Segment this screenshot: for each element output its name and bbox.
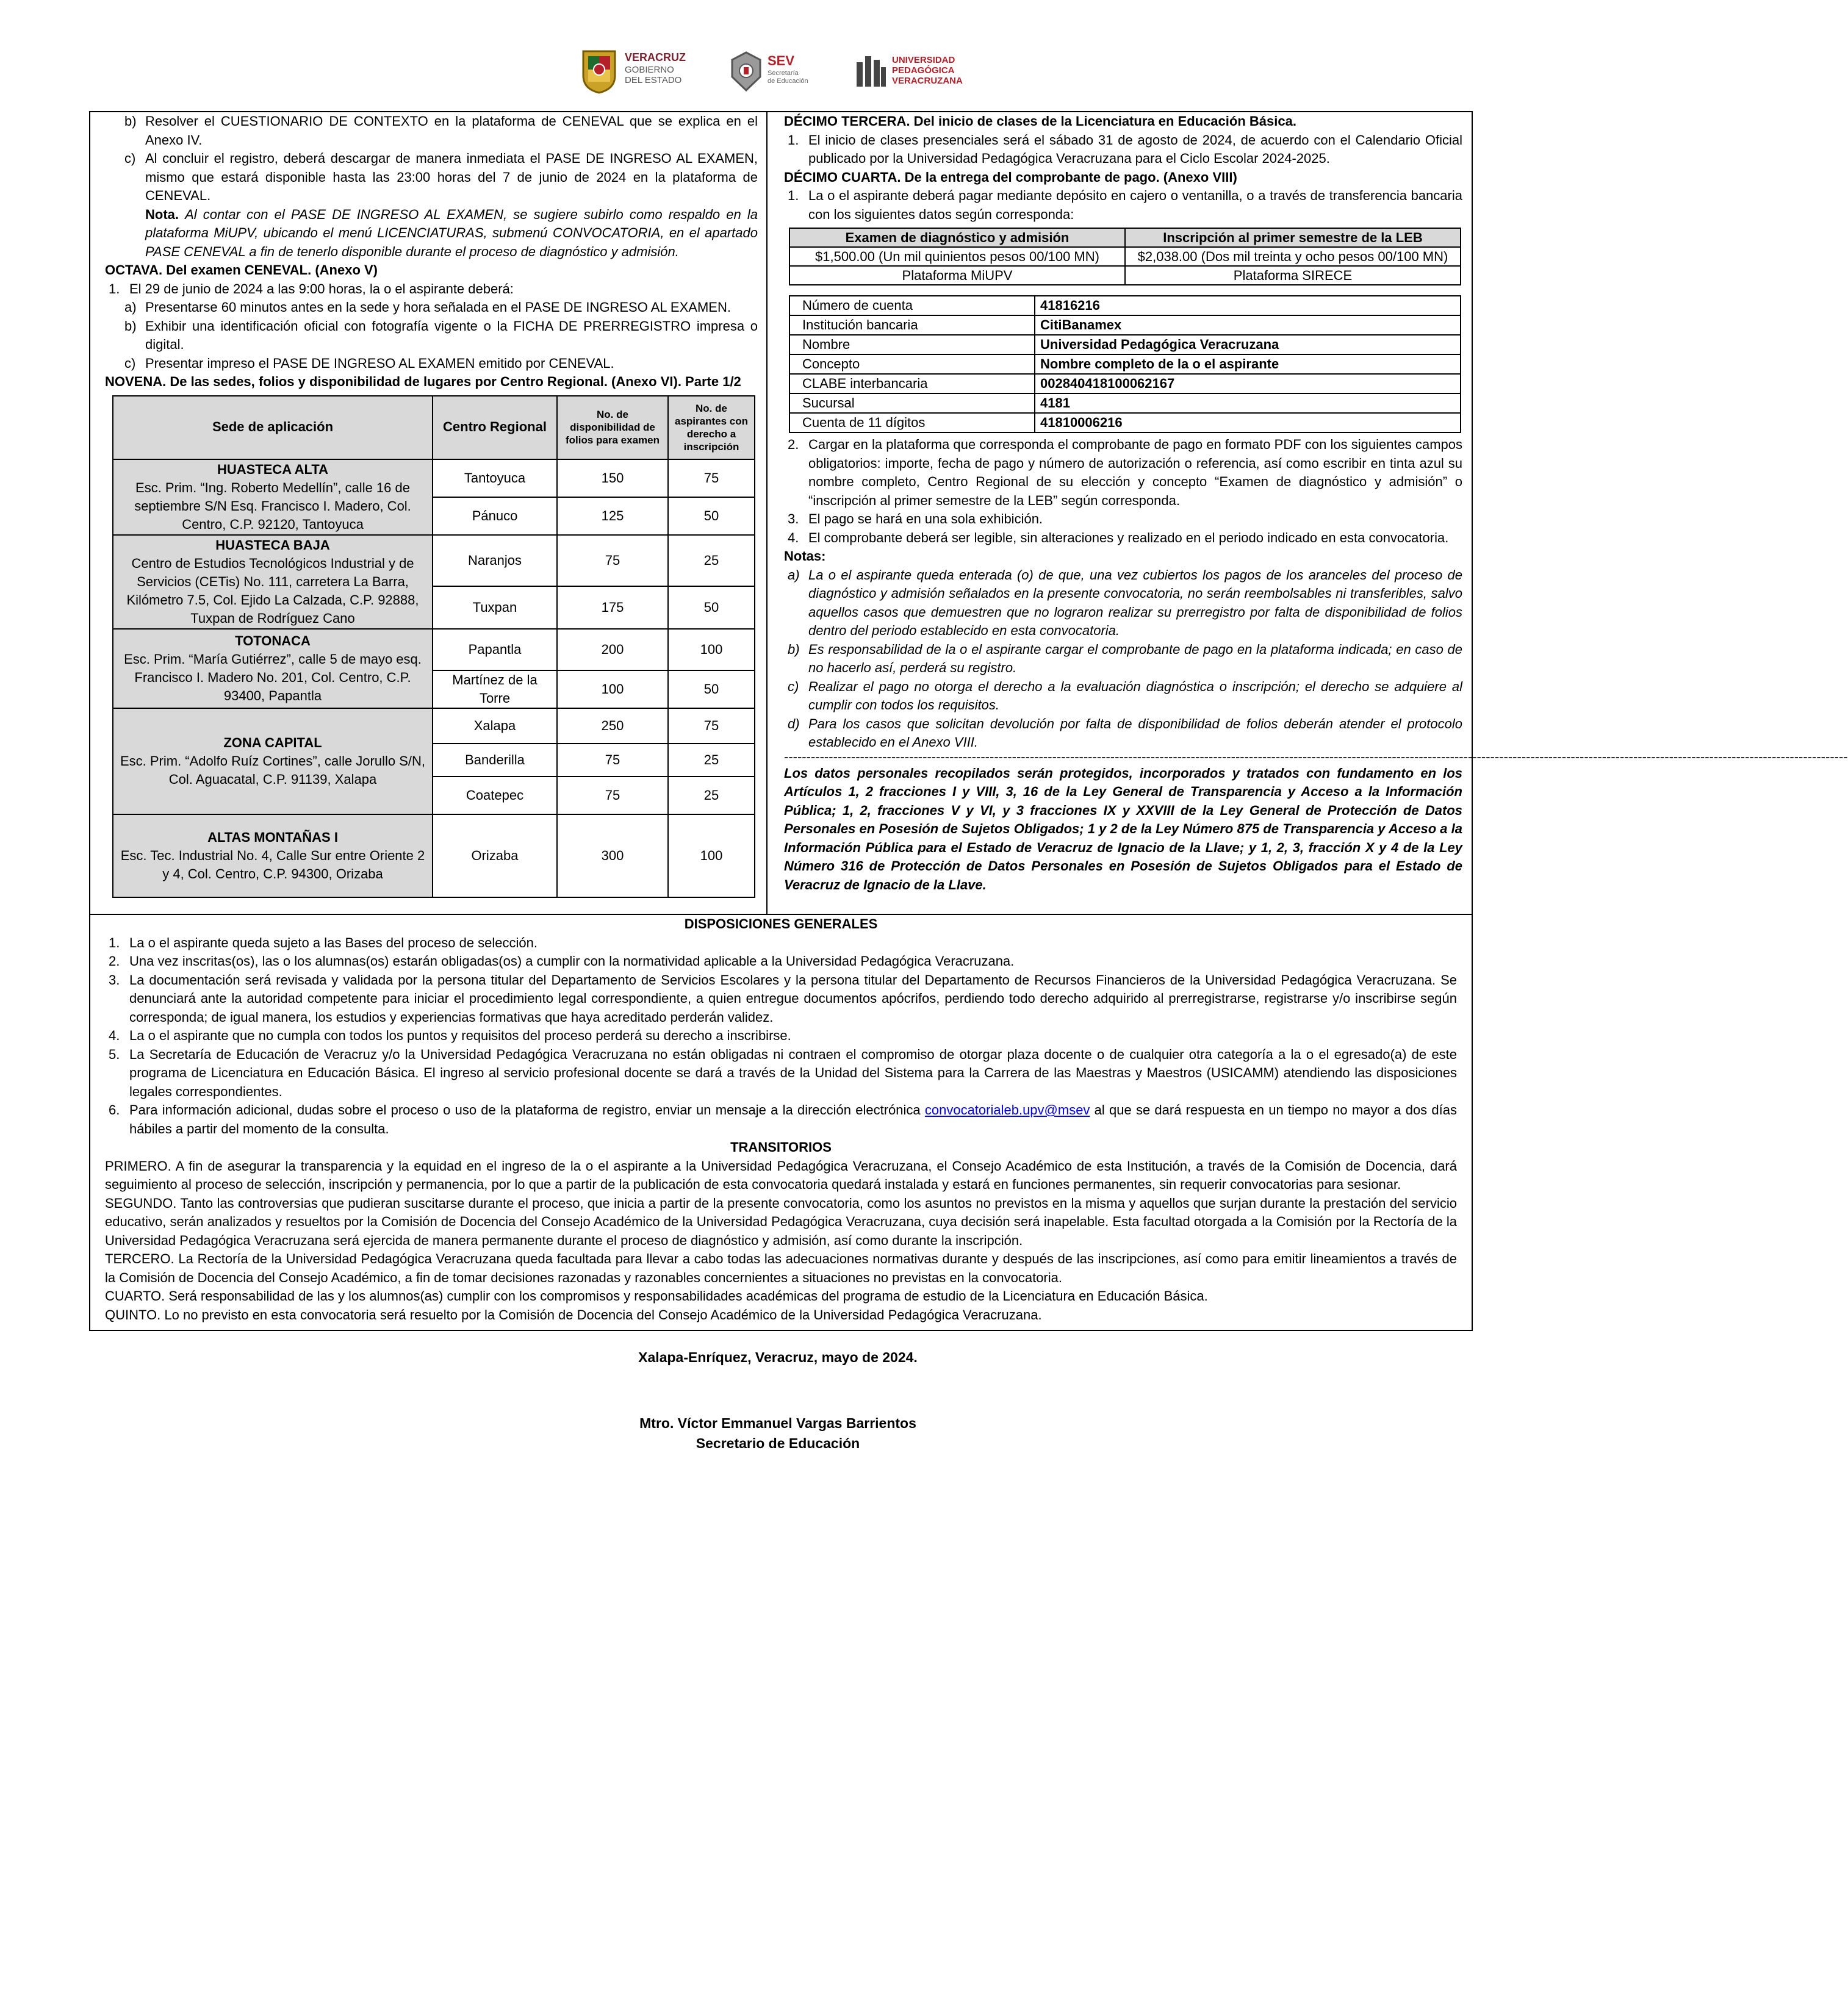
folios-cell: 250	[557, 708, 668, 744]
disposicion-item	[109, 1101, 1457, 1138]
item-label: 1.	[788, 188, 799, 203]
payment-amount-row	[789, 247, 1461, 266]
signer-name: Mtro. Víctor Emmanuel Vargas Barrientos	[639, 1415, 916, 1431]
bank-table	[789, 295, 1461, 433]
payment-header: Examen de diagnóstico y admisión	[789, 228, 1125, 247]
centro-cell: Tantoyuca	[433, 459, 557, 497]
item-text: La Secretaría de Educación de Veracruz y/o la Universidad Pedagógica Veracruzana no están obligadas ni contraen el compromiso de otorgar plaza docente o de cualquier otra categoría a la o el egresado(a) de este programa de Licenciatura en Educación Básica. El ingreso al servicio profesional docente se dará a través de la Unidad del Sistema para la Carrera de las Maestras y Maestros (USICAMM) atendiendo las disposiciones legales correspondientes.	[129, 1046, 1457, 1099]
dc-item-1	[788, 187, 1462, 224]
header-logos	[580, 49, 970, 94]
upv-text-3: VERACRUZANA	[892, 76, 963, 86]
item-label: b)	[124, 113, 137, 129]
item-label: a)	[788, 567, 800, 583]
header-sede: Sede de aplicación	[113, 396, 433, 459]
decimo-cuarta-title: DÉCIMO CUARTA. De la entrega del comprobante de pago. (Anexo VIII)	[784, 169, 1237, 185]
item-label: 1.	[109, 935, 120, 950]
bank-value: 002840418100062167	[1035, 374, 1461, 393]
left-column	[105, 112, 758, 898]
logo-upv	[854, 49, 970, 94]
item-label: 4.	[109, 1028, 120, 1043]
bank-value: Universidad Pedagógica Veracruzana	[1035, 335, 1461, 354]
centro-cell: Xalapa	[433, 708, 557, 744]
dc-item-2	[788, 436, 1462, 510]
nota-label: Nota.	[145, 206, 179, 222]
item-text: Presentarse 60 minutos antes en la sede y hora señalada en el PASE DE INGRESO AL EXAMEN.	[145, 300, 731, 315]
logo-sev	[728, 49, 820, 94]
bank-label: Sucursal	[789, 393, 1035, 413]
bank-label: Concepto	[789, 354, 1035, 374]
item-text: El comprobante deberá ser legible, sin alteraciones y realizado en el periodo indicado en esta convocatoria.	[808, 529, 1449, 545]
aspirantes-cell: 75	[668, 708, 755, 744]
item-label: 1.	[109, 281, 120, 296]
veracruz-text-3: DEL ESTADO	[625, 75, 682, 85]
octava-item-a	[124, 298, 758, 317]
centro-cell: Papantla	[433, 629, 557, 670]
folios-cell: 75	[557, 535, 668, 586]
item-label: 2.	[788, 437, 799, 452]
transitorio-tercero: TERCERO. La Rectoría de la Universidad Pedagógica Veracruzana queda facultada para llevar a cabo todas las adecuaciones normativas durante y después de las inscripciones, así como para emitir lineamientos a través de la Comisión de Docencia del Consejo Académico, a fin de tomar decisiones razonadas y razonables concernientes a situaciones no previstas en la convocatoria.	[105, 1251, 1457, 1285]
octava-item-1	[109, 280, 758, 299]
item-text: La o el aspirante queda sujeto a las Bases del proceso de selección.	[129, 935, 538, 950]
aspirantes-cell: 50	[668, 586, 755, 629]
contact-email-link[interactable]: convocatorialeb.upv@msev	[924, 1102, 1090, 1118]
payment-platform-row	[789, 266, 1461, 285]
item-text: La documentación será revisada y validada por la persona titular del Departamento de Servicios Escolares y la persona titular del Departamento de Recursos Financieros de la Universidad Pedagógica Veracruzana. Se denunciará ante la autoridad competente para iniciar el procedimiento legal correspondiente, a quien entregue documentos apócrifos, perdiendo todo derecho adquirido al prerregistrarse, registrarse y/o inscribirse según corresponda; de igual manera, los estudios y experiencias formativas que haya acreditado perderán validez.	[129, 972, 1457, 1025]
centro-cell: Banderilla	[433, 744, 557, 777]
item-text: Cargar en la plataforma que corresponda el comprobante de pago en formato PDF con los siguientes campos obligatorios: importe, fecha de pago y número de autorización o referencia, así como escribir en tinta azul su nombre completo, Centro Regional de su elección y concepto “Examen de diagnóstico y admisión” o “inscripción al primer semestre de la LEB” según corresponda.	[808, 437, 1462, 508]
bank-label: Cuenta de 11 dígitos	[789, 413, 1035, 432]
item-c	[124, 149, 758, 206]
disposiciones-title: DISPOSICIONES GENERALES	[684, 916, 878, 931]
item-label: b)	[124, 318, 137, 334]
item-label: b)	[788, 641, 800, 657]
payment-amount: $1,500.00 (Un mil quinientos pesos 00/100 MN)	[789, 247, 1125, 266]
upv-text-2: PEDAGÓGICA	[892, 65, 955, 76]
item-text: Una vez inscritas(os), las o los alumnas(os) estarán obligadas(os) a cumplir con la normatividad aplicable a la Universidad Pedagógica Veracruzana.	[129, 953, 1015, 969]
octava-title: OCTAVA. Del examen CENEVAL. (Anexo V)	[105, 262, 378, 278]
table-header-row	[113, 396, 755, 459]
veracruz-seal-icon	[580, 49, 619, 94]
folios-cell: 125	[557, 497, 668, 535]
disposicion-item	[109, 971, 1457, 1027]
sede-cell	[113, 629, 433, 708]
bank-value: Nombre completo de la o el aspirante	[1035, 354, 1461, 374]
item-text: La o el aspirante que no cumpla con todos los puntos y requisitos del proceso perderá su derecho a inscribirse.	[129, 1028, 791, 1043]
payment-amount: $2,038.00 (Dos mil treinta y ocho pesos 00/100 MN)	[1125, 247, 1461, 266]
sede-address: Esc. Prim. “María Gutiérrez”, calle 5 de mayo esq. Francisco I. Madero No. 201, Col. Centro, C.P. 93400, Papantla	[124, 651, 422, 703]
table-row	[113, 535, 755, 586]
bank-label: Nombre	[789, 335, 1035, 354]
centro-cell: Coatepec	[433, 777, 557, 814]
upv-emblem-icon	[854, 54, 888, 90]
veracruz-text-1: VERACRUZ	[625, 51, 686, 63]
centro-cell: Pánuco	[433, 497, 557, 535]
sede-cell	[113, 535, 433, 629]
dc-item-3	[788, 510, 1462, 529]
table-row	[789, 393, 1461, 413]
folios-cell: 175	[557, 586, 668, 629]
table-row	[789, 335, 1461, 354]
nota-item-a	[788, 566, 1462, 640]
aspirantes-cell: 100	[668, 814, 755, 897]
sede-name: HUASTECA BAJA	[215, 537, 330, 553]
bank-value: 4181	[1035, 393, 1461, 413]
sev-emblem-icon	[728, 50, 764, 93]
header-folios: No. de disponibilidad de folios para examen	[557, 396, 668, 459]
lower-section	[89, 915, 1473, 1331]
payment-platform: Plataforma SIRECE	[1125, 266, 1461, 285]
item-b	[124, 112, 758, 149]
sede-name: ZONA CAPITAL	[223, 734, 322, 750]
upv-text-1: UNIVERSIDAD	[892, 55, 955, 65]
centro-cell: Tuxpan	[433, 586, 557, 629]
place-date: Xalapa-Enríquez, Veracruz, mayo de 2024.	[638, 1349, 918, 1365]
transitorio-cuarto: CUARTO. Será responsabilidad de las y los alumnos(as) cumplir con los compromisos y responsabilidades académicas del programa de estudio de la Licenciatura en Educación Básica.	[105, 1288, 1208, 1304]
centro-cell: Naranjos	[433, 535, 557, 586]
sede-cell	[113, 708, 433, 814]
table-row	[789, 296, 1461, 315]
aspirantes-cell: 25	[668, 535, 755, 586]
sede-address: Esc. Tec. Industrial No. 4, Calle Sur entre Oriente 2 y 4, Col. Centro, C.P. 94300, Orizaba	[120, 847, 425, 881]
novena-title: NOVENA. De las sedes, folios y disponibilidad de lugares por Centro Regional. (Anexo VI). Parte 1/2	[105, 374, 741, 389]
item-label: 6.	[109, 1102, 120, 1118]
table-row	[789, 354, 1461, 374]
item-text: Al concluir el registro, deberá descargar de manera inmediata el PASE DE INGRESO AL EXAMEN, mismo que estará disponible hasta las 23:00 horas del 7 de junio de 2024 en la plataforma de CENEVAL.	[145, 151, 758, 203]
payment-header-row	[789, 228, 1461, 247]
table-row	[113, 708, 755, 744]
octava-item-b	[124, 317, 758, 354]
aspirantes-cell: 75	[668, 459, 755, 497]
item-text: El pago se hará en una sola exhibición.	[808, 511, 1043, 526]
folios-cell: 75	[557, 744, 668, 777]
aspirantes-cell: 50	[668, 670, 755, 708]
item-text: Presentar impreso el PASE DE INGRESO AL EXAMEN emitido por CENEVAL.	[145, 355, 614, 371]
dt-item-1	[788, 131, 1462, 168]
nota-text: Al contar con el PASE DE INGRESO AL EXAMEN, se sugiere subirlo como respaldo en la plataforma MiUPV, ubicando el menú LICENCIATURAS, submenú CONVOCATORIA, en el apartado PASE CENEVAL a fin de tenerlo disponible durante el proceso de diagnóstico y admisión.	[145, 206, 758, 259]
item-text: al que se dará respuesta en un tiempo no mayor a dos días hábiles a partir del momento de la consulta.	[129, 1102, 1457, 1136]
sede-name: HUASTECA ALTA	[217, 461, 329, 477]
folios-cell: 300	[557, 814, 668, 897]
bank-label: CLABE interbancaria	[789, 374, 1035, 393]
bank-value: 41810006216	[1035, 413, 1461, 432]
disposicion-item	[109, 952, 1457, 971]
header-aspirantes: No. de aspirantes con derecho a inscripción	[668, 396, 755, 459]
table-row	[789, 315, 1461, 335]
veracruz-text-2: GOBIERNO	[625, 65, 674, 75]
item-text: Para los casos que solicitan devolución por falta de disponibilidad de folios deberán atender el protocolo establecido en el Anexo VIII.	[808, 716, 1462, 750]
item-label: 2.	[109, 953, 120, 969]
item-text: Exhibir una identificación oficial con fotografía vigente o la FICHA DE PRERREGISTRO impresa o digital.	[145, 318, 758, 352]
sede-name: TOTONACA	[235, 633, 311, 648]
sev-sub-2: de Educación	[768, 77, 808, 85]
sede-address: Esc. Prim. “Adolfo Ruíz Cortines”, calle Jorullo S/N, Col. Aguacatal, C.P. 91139, Xalapa	[120, 753, 426, 787]
item-label: d)	[788, 716, 800, 731]
table-row	[113, 629, 755, 670]
nota-item-d	[788, 715, 1462, 752]
table-row	[113, 459, 755, 497]
aspirantes-cell: 25	[668, 777, 755, 814]
sev-title: SEV	[768, 53, 795, 68]
item-text: Resolver el CUESTIONARIO DE CONTEXTO en la plataforma de CENEVAL que se explica en el Anexo IV.	[145, 113, 758, 148]
item-text: La o el aspirante deberá pagar mediante depósito en cajero o ventanilla, o a través de transferencia bancaria con los siguientes datos según corresponda:	[808, 188, 1462, 222]
payment-header: Inscripción al primer semestre de la LEB	[1125, 228, 1461, 247]
sev-sub-1: Secretaría	[768, 70, 799, 77]
item-label: c)	[124, 151, 136, 166]
transitorio-segundo: SEGUNDO. Tanto las controversias que pudieran suscitarse durante el proceso, que inicia a partir de la presente convocatoria, como los asuntos no previstos en la misma y aquellos que surjan durante la prestación del servicio educativo, serán analizados y resueltos por la Comisión de Docencia del Consejo Académico de la Universidad Pedagógica Veracruzana, cuya decisión será inapelable. Esta facultad otorgada a la Comisión por la Rectoría de la Universidad Pedagógica Veracruzana será ejercida de manera permanente durante el proceso de diagnóstico y admisión, así como durante la inscripción.	[105, 1195, 1457, 1248]
header-centro: Centro Regional	[433, 396, 557, 459]
bank-value: 41816216	[1035, 296, 1461, 315]
disposicion-item	[109, 934, 1457, 953]
right-column	[784, 112, 1848, 894]
payment-platform: Plataforma MiUPV	[789, 266, 1125, 285]
sede-address: Esc. Prim. “Ing. Roberto Medellín”, calle 16 de septiembre S/N Esq. Francisco I. Madero, Col. Centro, C.P. 92120, Tantoyuca	[134, 479, 411, 532]
notas-title: Notas:	[784, 548, 826, 564]
upper-section	[89, 111, 1848, 915]
item-label: c)	[124, 355, 136, 371]
sede-cell	[113, 814, 433, 897]
nota-item-b	[788, 640, 1462, 678]
item-text: Es responsabilidad de la o el aspirante cargar el comprobante de pago en la plataforma indicada; en caso de no hacerlo así, perderá su registro.	[808, 641, 1462, 675]
item-label: 5.	[109, 1046, 120, 1062]
centro-cell: Orizaba	[433, 814, 557, 897]
column-divider	[766, 112, 768, 914]
nota-paragraph	[145, 206, 758, 262]
folios-cell: 100	[557, 670, 668, 708]
bank-label: Número de cuenta	[789, 296, 1035, 315]
aspirantes-cell: 25	[668, 744, 755, 777]
item-text: El inicio de clases presenciales será el sábado 31 de agosto de 2024, de acuerdo con el Calendario Oficial publicado por la Universidad Pedagógica Veracruzana para el Ciclo Escolar 2024-2025.	[808, 132, 1462, 166]
disposicion-item	[109, 1027, 1457, 1046]
item-label: 4.	[788, 529, 799, 545]
disposicion-item	[109, 1046, 1457, 1102]
sede-address: Centro de Estudios Tecnológicos Industrial y de Servicios (CETis) No. 111, carretera La Barra, Kilómetro 7.5, Col. Ejido La Calzada, C.P. 92888, Tuxpan de Rodríguez Cano	[126, 555, 419, 626]
privacy-notice: Los datos personales recopilados serán protegidos, incorporados y tratados con fundamento en los Artículos 1, 2 fracciones I y VIII, 3, 16 de la Ley General de Transparencia y Acceso a la Información Pública; 1, 2, fracciones V y VI, y 3 fracciones IX y XXVIII de la Ley General de Protección de Datos Personales en Posesión de Sujetos Obligados; 1 y 2 de la Ley Número 875 de Transparencia y Acceso a la Información Pública para el Estado de Veracruz de Ignacio de la Llave; y 1, 2, 3, fracción X y 4 de la Ley Número 316 de Protección de Datos Personales en Posesión de Sujetos Obligados para el Estado de Veracruz de Ignacio de la Llave.	[784, 765, 1462, 892]
table-row	[113, 814, 755, 897]
payment-table	[789, 228, 1461, 285]
transitorios-title: TRANSITORIOS	[730, 1139, 832, 1155]
item-text: La o el aspirante queda enterada (o) de que, una vez cubiertos los pagos de los aranceles del proceso de diagnóstico y admisión señalados en la presente convocatoria, no serán reembolsables ni transferibles, salvo aquellos casos que demuestren que no lograron realizar su prerregistro por falta de disponibilidad de folios dentro del periodo establecido en esta convocatoria.	[808, 567, 1462, 638]
folios-cell: 200	[557, 629, 668, 670]
folios-cell: 75	[557, 777, 668, 814]
item-text: Realizar el pago no otorga el derecho a la evaluación diagnóstica o inscripción; el derecho se adquiere al cumplir con todos los requisitos.	[808, 678, 1462, 712]
dc-item-4	[788, 529, 1462, 548]
item-text: El 29 de junio de 2024 a las 9:00 horas, la o el aspirante deberá:	[129, 281, 514, 296]
item-label: 3.	[109, 972, 120, 988]
sede-name: ALTAS MONTAÑAS I	[207, 829, 338, 845]
table-row	[789, 374, 1461, 393]
item-label: a)	[124, 300, 137, 315]
sedes-table	[112, 395, 755, 898]
item-text: Para información adicional, dudas sobre el proceso o uso de la plataforma de registro, enviar un mensaje a la dirección electrónica	[129, 1102, 925, 1118]
bank-value: CitiBanamex	[1035, 315, 1461, 335]
item-label: 3.	[788, 511, 799, 526]
aspirantes-cell: 100	[668, 629, 755, 670]
signer-position: Secretario de Educación	[696, 1435, 860, 1451]
transitorio-quinto: QUINTO. Lo no previsto en esta convocatoria será resuelto por la Comisión de Docencia del Consejo Académico de la Universidad Pedagógica Veracruzana.	[105, 1307, 1042, 1322]
decimo-tercera-title: DÉCIMO TERCERA. Del inicio de clases de la Licenciatura en Educación Básica.	[784, 113, 1296, 129]
logo-gobierno-veracruz	[580, 49, 696, 94]
bank-label: Institución bancaria	[789, 315, 1035, 335]
octava-item-c	[124, 354, 758, 373]
aspirantes-cell: 50	[668, 497, 755, 535]
centro-cell: Martínez de la Torre	[433, 670, 557, 708]
sede-cell	[113, 459, 433, 535]
transitorio-primero: PRIMERO. A fin de asegurar la transparencia y la equidad en el ingreso de la o el aspirante a la Universidad Pedagógica Veracruzana, el Consejo Académico de esta Institución, a través de la Comisión de Docencia, dará seguimiento al proceso de selección, inscripción y permanencia, por lo que a partir de la publicación de esta convocatoria quedará instalada y estará en funciones permanentes, sin requerir convocatorias para sesionar.	[105, 1158, 1457, 1192]
folios-cell: 150	[557, 459, 668, 497]
item-label: 1.	[788, 132, 799, 148]
item-label: c)	[788, 678, 799, 694]
dashed-separator: ----------------------------------------------------------------------------------------------------------------------------------------------------------------------------------------------------------------------------------------------	[784, 748, 1848, 764]
table-row	[789, 413, 1461, 432]
nota-item-c	[788, 678, 1462, 715]
